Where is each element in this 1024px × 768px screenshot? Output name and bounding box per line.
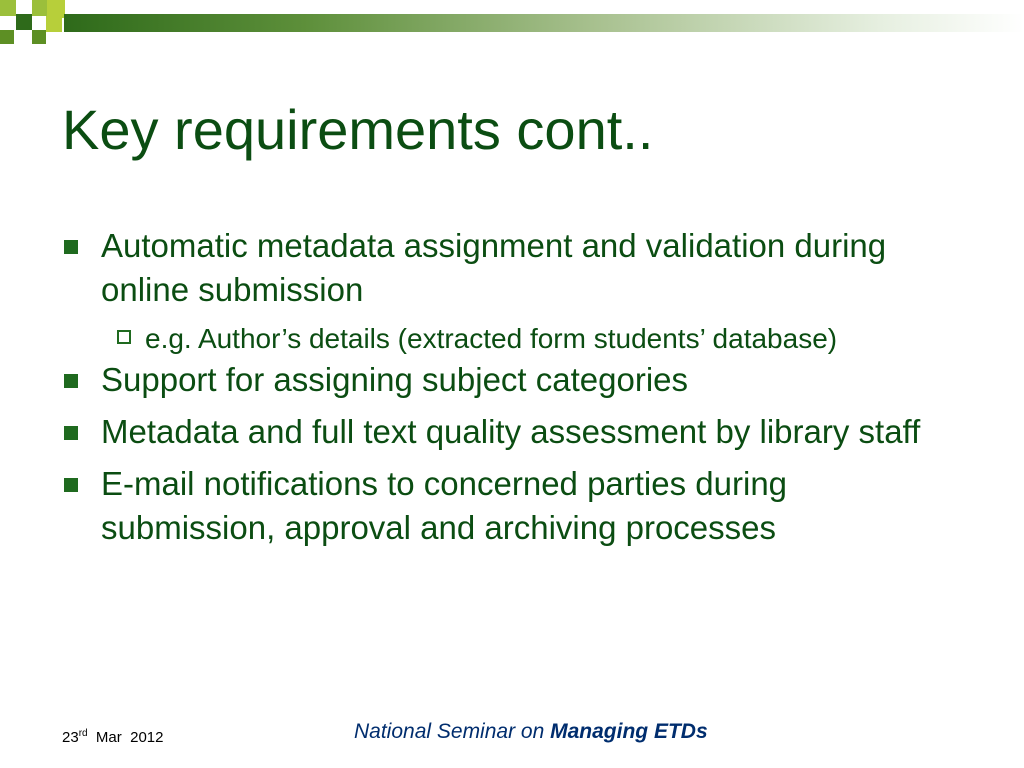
bullet-text: Automatic metadata assignment and validation during online submission (101, 227, 887, 308)
decor-square (32, 30, 46, 44)
bullet-text: Support for assigning subject categories (101, 361, 689, 398)
footer-seminar-bold: Managing ETDs (550, 720, 708, 743)
decor-square (46, 16, 62, 32)
bullet-item (64, 358, 964, 402)
square-bullet-icon (64, 478, 78, 492)
bullet-item (64, 462, 964, 550)
decor-square (16, 14, 32, 30)
footer-seminar-title (354, 720, 708, 744)
sub-bullet-item (64, 320, 964, 358)
decor-square (0, 0, 16, 16)
decor-square (0, 30, 14, 44)
hollow-square-bullet-icon (117, 330, 131, 344)
sub-bullet-text: e.g. Author’s details (extracted form students’ database) (145, 323, 838, 354)
footer-day-suffix: rd (78, 728, 88, 739)
decor-square (32, 0, 48, 16)
footer-month-year: Mar 2012 (87, 729, 164, 746)
square-bullet-icon (64, 240, 78, 254)
bullet-text: E-mail notifications to concerned parties during submission, approval and archiving processes (101, 465, 788, 546)
bullet-item (64, 224, 964, 312)
bullet-item (64, 410, 964, 454)
slide-title: Key requirements cont.. (62, 98, 654, 161)
bullet-list (64, 224, 964, 550)
square-bullet-icon (64, 426, 78, 440)
footer-day: 23 (62, 729, 79, 746)
footer-date (62, 728, 163, 746)
header-gradient-bar (64, 14, 1024, 32)
footer-seminar-prefix: National Seminar on (354, 720, 551, 743)
square-bullet-icon (64, 374, 78, 388)
bullet-text: Metadata and full text quality assessment by library staff (101, 413, 921, 450)
